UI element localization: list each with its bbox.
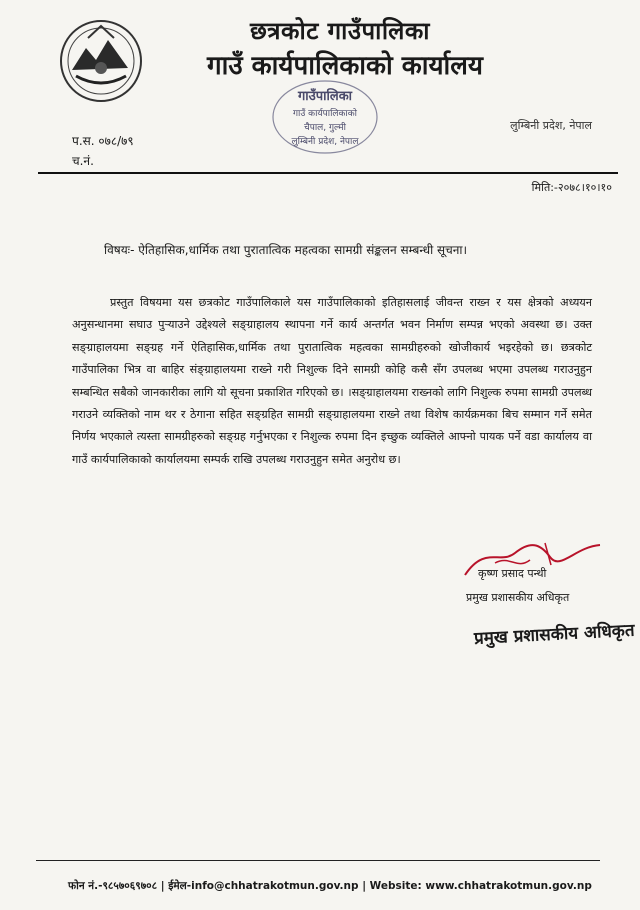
signer-name: कृष्ण प्रसाद पन्थी [478, 567, 547, 580]
body-paragraph: प्रस्तुत विषयमा यस छत्रकोट गाउँपालिकाले यस गाउँपालिकाको इतिहासलाई जीवन्त राख्न र यस क्षेत्रको अध्ययन अनुसन्धानमा सघाउ पुऱ्याउने उद्देश्यले सङ्ग्राहालय स्थापना गर्ने कार्य अन्तर्गत भवन निर्माण सम्पन्न भएको अवस्था छ। उक्त सङ्ग्राहालयमा सङ्ग्रह गर्ने ऐतिहासिक,धार्मिक तथा पुरातात्विक महत्वका सामग्रीहरुको खोजीकार्य भइरहेको छ। छत्रकोट गाउँपालिका भित्र वा बाहिर संङ्ग्राहालयमा राख्ने गरी निशुल्क दिने सामग्री कोहि कसै सँग उपलब्ध भएमा उपलब्ध गराउनुहुन सम्बन्धित सबैको जानकारीका लागि यो सूचना प्रकाशित गरिएको छ। ।सङ्ग्राहालयमा राख्नको लागि निशुल्क रुपमा सामग्री उपलब्ध गराउने व्यक्तिको नाम थर र ठेगाना सहित सङ्ग्रहित सामग्री सङ्ग्राहालयमा राख्ने तथा विशेष कार्यक्रमका बिच सम्मान गर्ने समेत निर्णय भएकाले त्यस्ता सामग्रीहरुको सङ्ग्रह गर्नुभएका र निशुल्क रुपमा दिन इच्छुक व्यक्तिले आफ्नो पायक पर्ने वडा कार्यालय वा गाउँ कार्यपालिकाको कार्यालयमा सम्पर्क राखि उपलब्ध गराउनुहुन समेत अनुरोध छ। [72, 296, 592, 466]
office-subtitle: गाउँ कार्यपालिकाको कार्यालय [207, 51, 483, 81]
footer-contact: फोन नं.-९८५७०६९७०८ | ईमेल-info@chhatrakotmun.gov.np | Website: www.chhatrakotmun.gov.np [68, 880, 592, 892]
province-label: लुम्बिनी प्रदेश, नेपाल [510, 119, 592, 132]
stamp-line: गाउँपालिका [297, 89, 353, 104]
office-name: छत्रकोट गाउँपालिका [249, 17, 431, 45]
stamp-line: गाउँ कार्यपालिकाको [292, 109, 358, 119]
letter-subject: विषयः- ऐतिहासिक,धार्मिक तथा पुरातात्विक महत्वका सामग्री संङ्कलन सम्बन्धी सूचना। [104, 243, 468, 257]
stamp-line: चैपाल, गुल्मी [304, 123, 346, 133]
header-divider [38, 172, 618, 174]
reference-number: प.स. ०७८/७९ [72, 134, 134, 148]
signer-title: प्रमुख प्रशासकीय अधिकृत [466, 591, 570, 604]
letter-date: मिति:-२०७८।१०।१० [531, 181, 612, 194]
stamp-line: लुम्बिनी प्रदेश, नेपाल [291, 137, 359, 147]
dispatch-number: च.नं. [72, 154, 94, 168]
footer-divider [36, 860, 600, 861]
letter-body [72, 292, 592, 471]
designation-stamp: प्रमुख प्रशासकीय अधिकृत [473, 620, 636, 649]
